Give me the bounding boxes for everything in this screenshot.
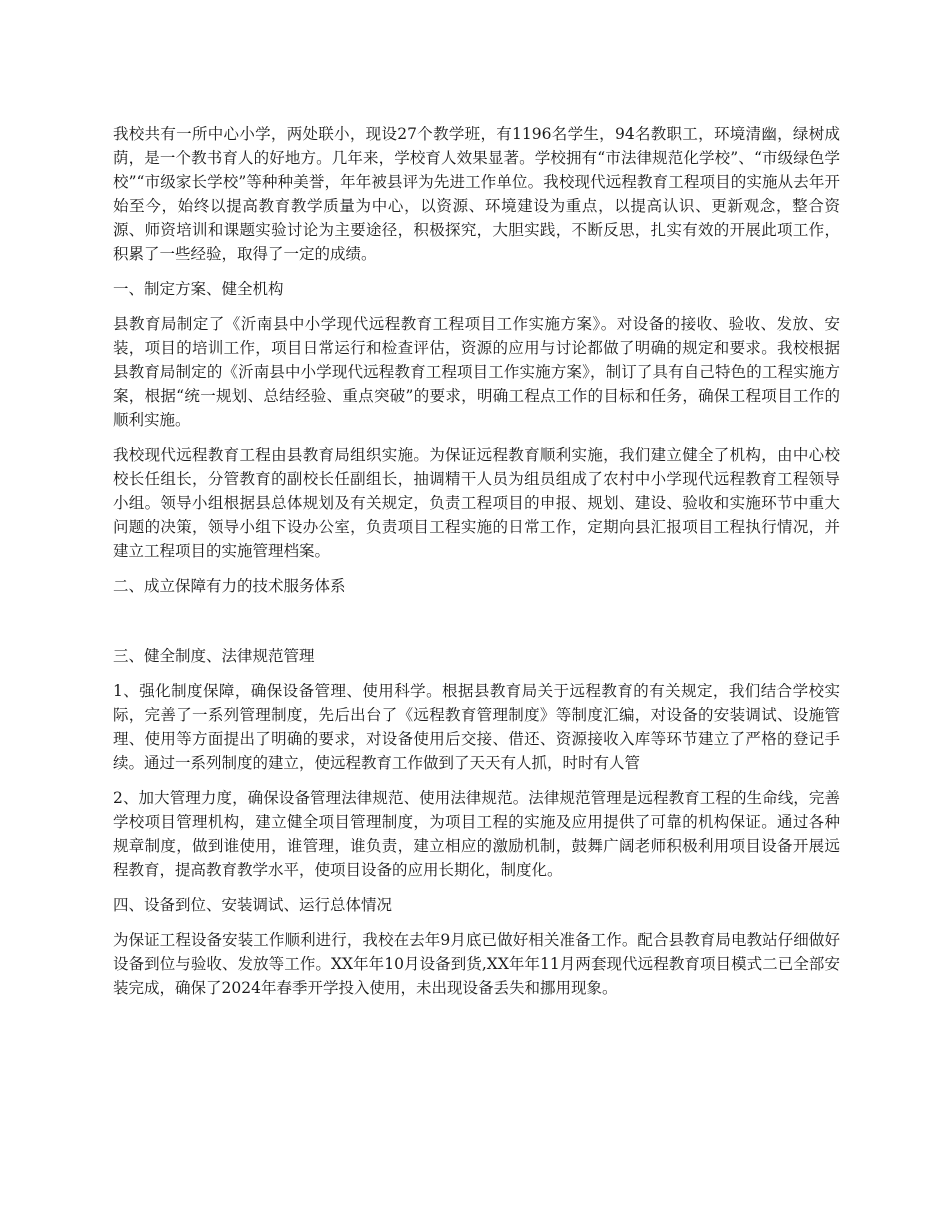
section-heading-4: 四、设备到位、安装调试、运行总体情况 [113,896,393,914]
section4-paragraph-1: 为保证工程设备安装工作顺利进行，我校在去年9月底已做好相关准备工作。配合县教育局电教站仔细做好设备到位与验收、发放等工作。XX年年10月设备到货,XX年年11月两套现代远程教育项目模式二已全部安装完成，确保了2024年春季开学投入使用，未出现设备丢失和挪用现象。 [113,931,840,997]
section3-paragraph-1: 1、强化制度保障，确保设备管理、使用科学。根据县教育局关于远程教育的有关规定，我们结合学校实际，完善了一系列管理制度，先后出台了《远程教育管理制度》等制度汇编，对设备的安装调试、设施管理、使用等方面提出了明确的要求，对设备使用后交接、借还、资源接收入库等环节建立了严格的登记手续。通过一系列制度的建立，使远程教育工作做到了天天有人抓，时时有人管 [113,682,840,772]
section-heading-2: 二、成立保障有力的技术服务体系 [113,577,346,595]
section-heading-1: 一、制定方案、健全机构 [113,280,284,298]
section-heading-3: 三、健全制度、法律规范管理 [113,647,315,665]
section1-paragraph-1: 县教育局制定了《沂南县中小学现代远程教育工程项目工作实施方案》。对设备的接收、验收、发放、安装，项目的培训工作，项目日常运行和检查评估，资源的应用与讨论都做了明确的规定和要求。我校根据县教育局制定的《沂南县中小学现代远程教育工程项目工作实施方案》，制订了具有自己特色的工程实施方案，根据“统一规划、总结经验、重点突破”的要求，明确工程点工作的目标和任务，确保工程项目工作的顺利实施。 [113,315,840,429]
blank-spacer [113,609,840,644]
intro-paragraph: 我校共有一所中心小学，两处联小，现设27个教学班，有1196名学生，94名教职工，环境清幽，绿树成荫，是一个教书育人的好地方。几年来，学校育人效果显著。学校拥有“市法律规范化学校”、“市级绿色学校”“市级家长学校”等种种美誉，年年被县评为先进工作单位。我校现代远程教育工程项目的实施从去年开始至今，始终以提高教育教学质量为中心，以资源、环境建设为重点，以提高认识、更新观念，整合资源、师资培训和课题实验讨论为主要途径，积极探究，大胆实践，不断反思，扎实有效的开展此项工作，积累了一些经验，取得了一定的成绩。 [113,125,840,263]
document-page [113,122,840,1011]
section3-paragraph-2: 2、加大管理力度，确保设备管理法律规范、使用法律规范。法律规范管理是远程教育工程的生命线，完善学校项目管理机构，建立健全项目管理制度，为项目工程的实施及应用提供了可靠的机构保证。通过各种规章制度，做到谁使用，谁管理，谁负责，建立相应的激励机制，鼓舞广阔老师积极利用项目设备开展远程教育，提高教育教学水平，使项目设备的应用长期化，制度化。 [113,789,840,879]
section1-paragraph-2: 我校现代远程教育工程由县教育局组织实施。为保证远程教育顺利实施，我们建立健全了机构，由中心校校长任组长，分管教育的副校长任副组长，抽调精干人员为组员组成了农村中小学现代远程教育工程领导小组。领导小组根据县总体规划及有关规定，负责工程项目的申报、规划、建设、验收和实施环节中重大问题的决策，领导小组下设办公室，负责项目工程实施的日常工作，定期向县汇报项目工程执行情况，并建立工程项目的实施管理档案。 [113,446,840,560]
